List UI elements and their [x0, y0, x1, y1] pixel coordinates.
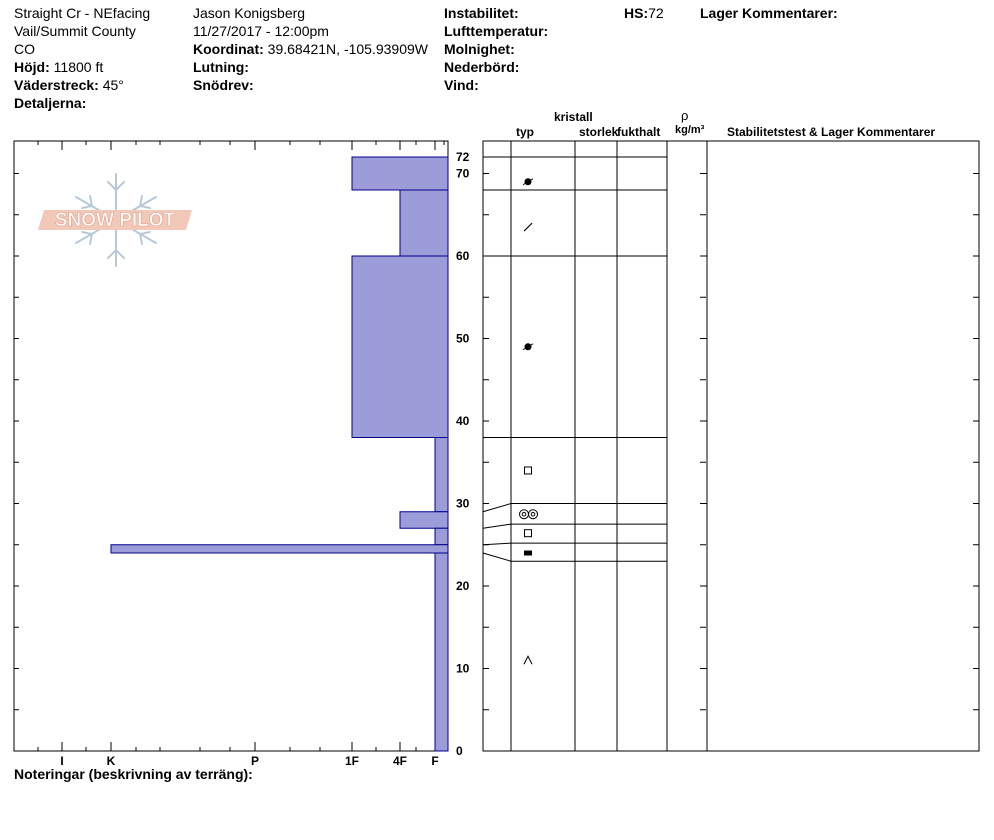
table-frame: [483, 141, 979, 751]
hardness-bars: [111, 157, 448, 751]
crystal-header: kristall: [554, 110, 593, 124]
sky-label: Molnighet:: [444, 41, 515, 57]
decomposing-icon: [524, 223, 532, 231]
elevation-value: 11800 ft: [53, 59, 104, 75]
symbol-square: [525, 530, 532, 537]
x-tick-label: F: [431, 754, 439, 768]
y-tick-label: 60: [456, 249, 470, 263]
faceted-icon: [525, 530, 532, 537]
wind-loading-label: Snödrev:: [193, 77, 254, 93]
observer-name: Jason Konigsberg: [193, 5, 306, 21]
instability-label: Instabilitet:: [444, 5, 519, 21]
layer-connector: [483, 524, 511, 528]
faceted-icon: [525, 467, 532, 474]
notes-label: Noteringar (beskrivning av terräng):: [14, 766, 253, 782]
y-tick-label: 70: [456, 166, 470, 181]
coordinate-label: Koordinat:: [193, 41, 264, 57]
rounded-precip-icon: [523, 178, 533, 185]
layer-connector: [483, 553, 511, 561]
y-tick-label: 30: [456, 496, 470, 511]
surface-hoar-icon: [520, 510, 538, 519]
layer-table: [483, 141, 979, 751]
aspect-value: 45°: [102, 77, 124, 93]
observation-datetime: 11/27/2017 - 12:00pm: [193, 23, 329, 39]
layer-connector: [483, 543, 511, 545]
type-header: typ: [516, 125, 534, 139]
wind-label: Vind:: [444, 77, 479, 93]
symbol-ring-inner: [531, 512, 535, 516]
area-name: Vail/Summit County: [14, 23, 136, 39]
rho-header: ρ: [681, 108, 689, 123]
y-tick-label: 0: [456, 744, 463, 758]
hardness-bar: [435, 438, 448, 512]
air-temp-label: Lufttemperatur:: [444, 23, 549, 39]
hs-value: 72: [648, 5, 664, 21]
hardness-bar: [435, 553, 448, 751]
y-tick-label: 20: [456, 579, 470, 593]
symbol-ring: [520, 510, 529, 519]
plot-frame: [14, 141, 448, 751]
symbol-caret: [524, 656, 532, 664]
x-tick-label: 4F: [392, 754, 408, 768]
y-tick-label: 72: [456, 150, 470, 164]
x-tick-label: 1F: [344, 754, 360, 768]
symbol-square: [525, 467, 532, 474]
coordinate-value: 39.68421N, -105.93909W: [267, 41, 428, 57]
symbol-stroke: [524, 223, 532, 231]
site-name: Straight Cr - NEfacing: [14, 5, 151, 21]
density-unit-header: kg/m³: [675, 124, 705, 136]
moisture-header: fukthalt: [617, 125, 661, 139]
y-tick-label: 50: [456, 331, 470, 346]
details-label: Detaljerna:: [14, 95, 87, 111]
elevation-label: Höjd:: [14, 59, 50, 75]
x-tick-label: P: [250, 754, 260, 768]
ice-icon: [524, 551, 532, 556]
x-tick-label: I: [60, 754, 64, 768]
size-header: storlek: [579, 125, 619, 139]
x-tick-label: K: [106, 754, 116, 768]
hardness-bar: [111, 545, 448, 553]
hardness-bar: [400, 190, 448, 256]
hardness-bar: [352, 256, 448, 438]
aspect-label: Väderstreck:: [14, 77, 99, 93]
y-tick-label: 10: [456, 661, 470, 676]
hardness-bar: [352, 157, 448, 190]
chart-axes: [14, 141, 979, 768]
hs-label: HS:: [624, 5, 649, 21]
symbol-ring-inner: [522, 512, 526, 516]
slope-label: Lutning:: [193, 59, 249, 75]
hardness-bar: [400, 512, 448, 529]
hardness-bar: [435, 528, 448, 545]
state-name: CO: [14, 41, 35, 57]
depth-hoar-icon: [524, 656, 532, 664]
precip-label: Nederbörd:: [444, 59, 520, 75]
stability-header: Stabilitetstest & Lager Kommentarer: [727, 125, 936, 139]
layer-comments-label: Lager Kommentarer:: [700, 5, 838, 21]
layer-connector: [483, 504, 511, 512]
logo-text: SNOW PILOT: [54, 210, 176, 231]
symbol-bar: [524, 551, 532, 556]
symbol-ring: [529, 510, 538, 519]
rounded-precip-icon: [523, 343, 533, 350]
y-tick-label: 40: [456, 414, 470, 428]
